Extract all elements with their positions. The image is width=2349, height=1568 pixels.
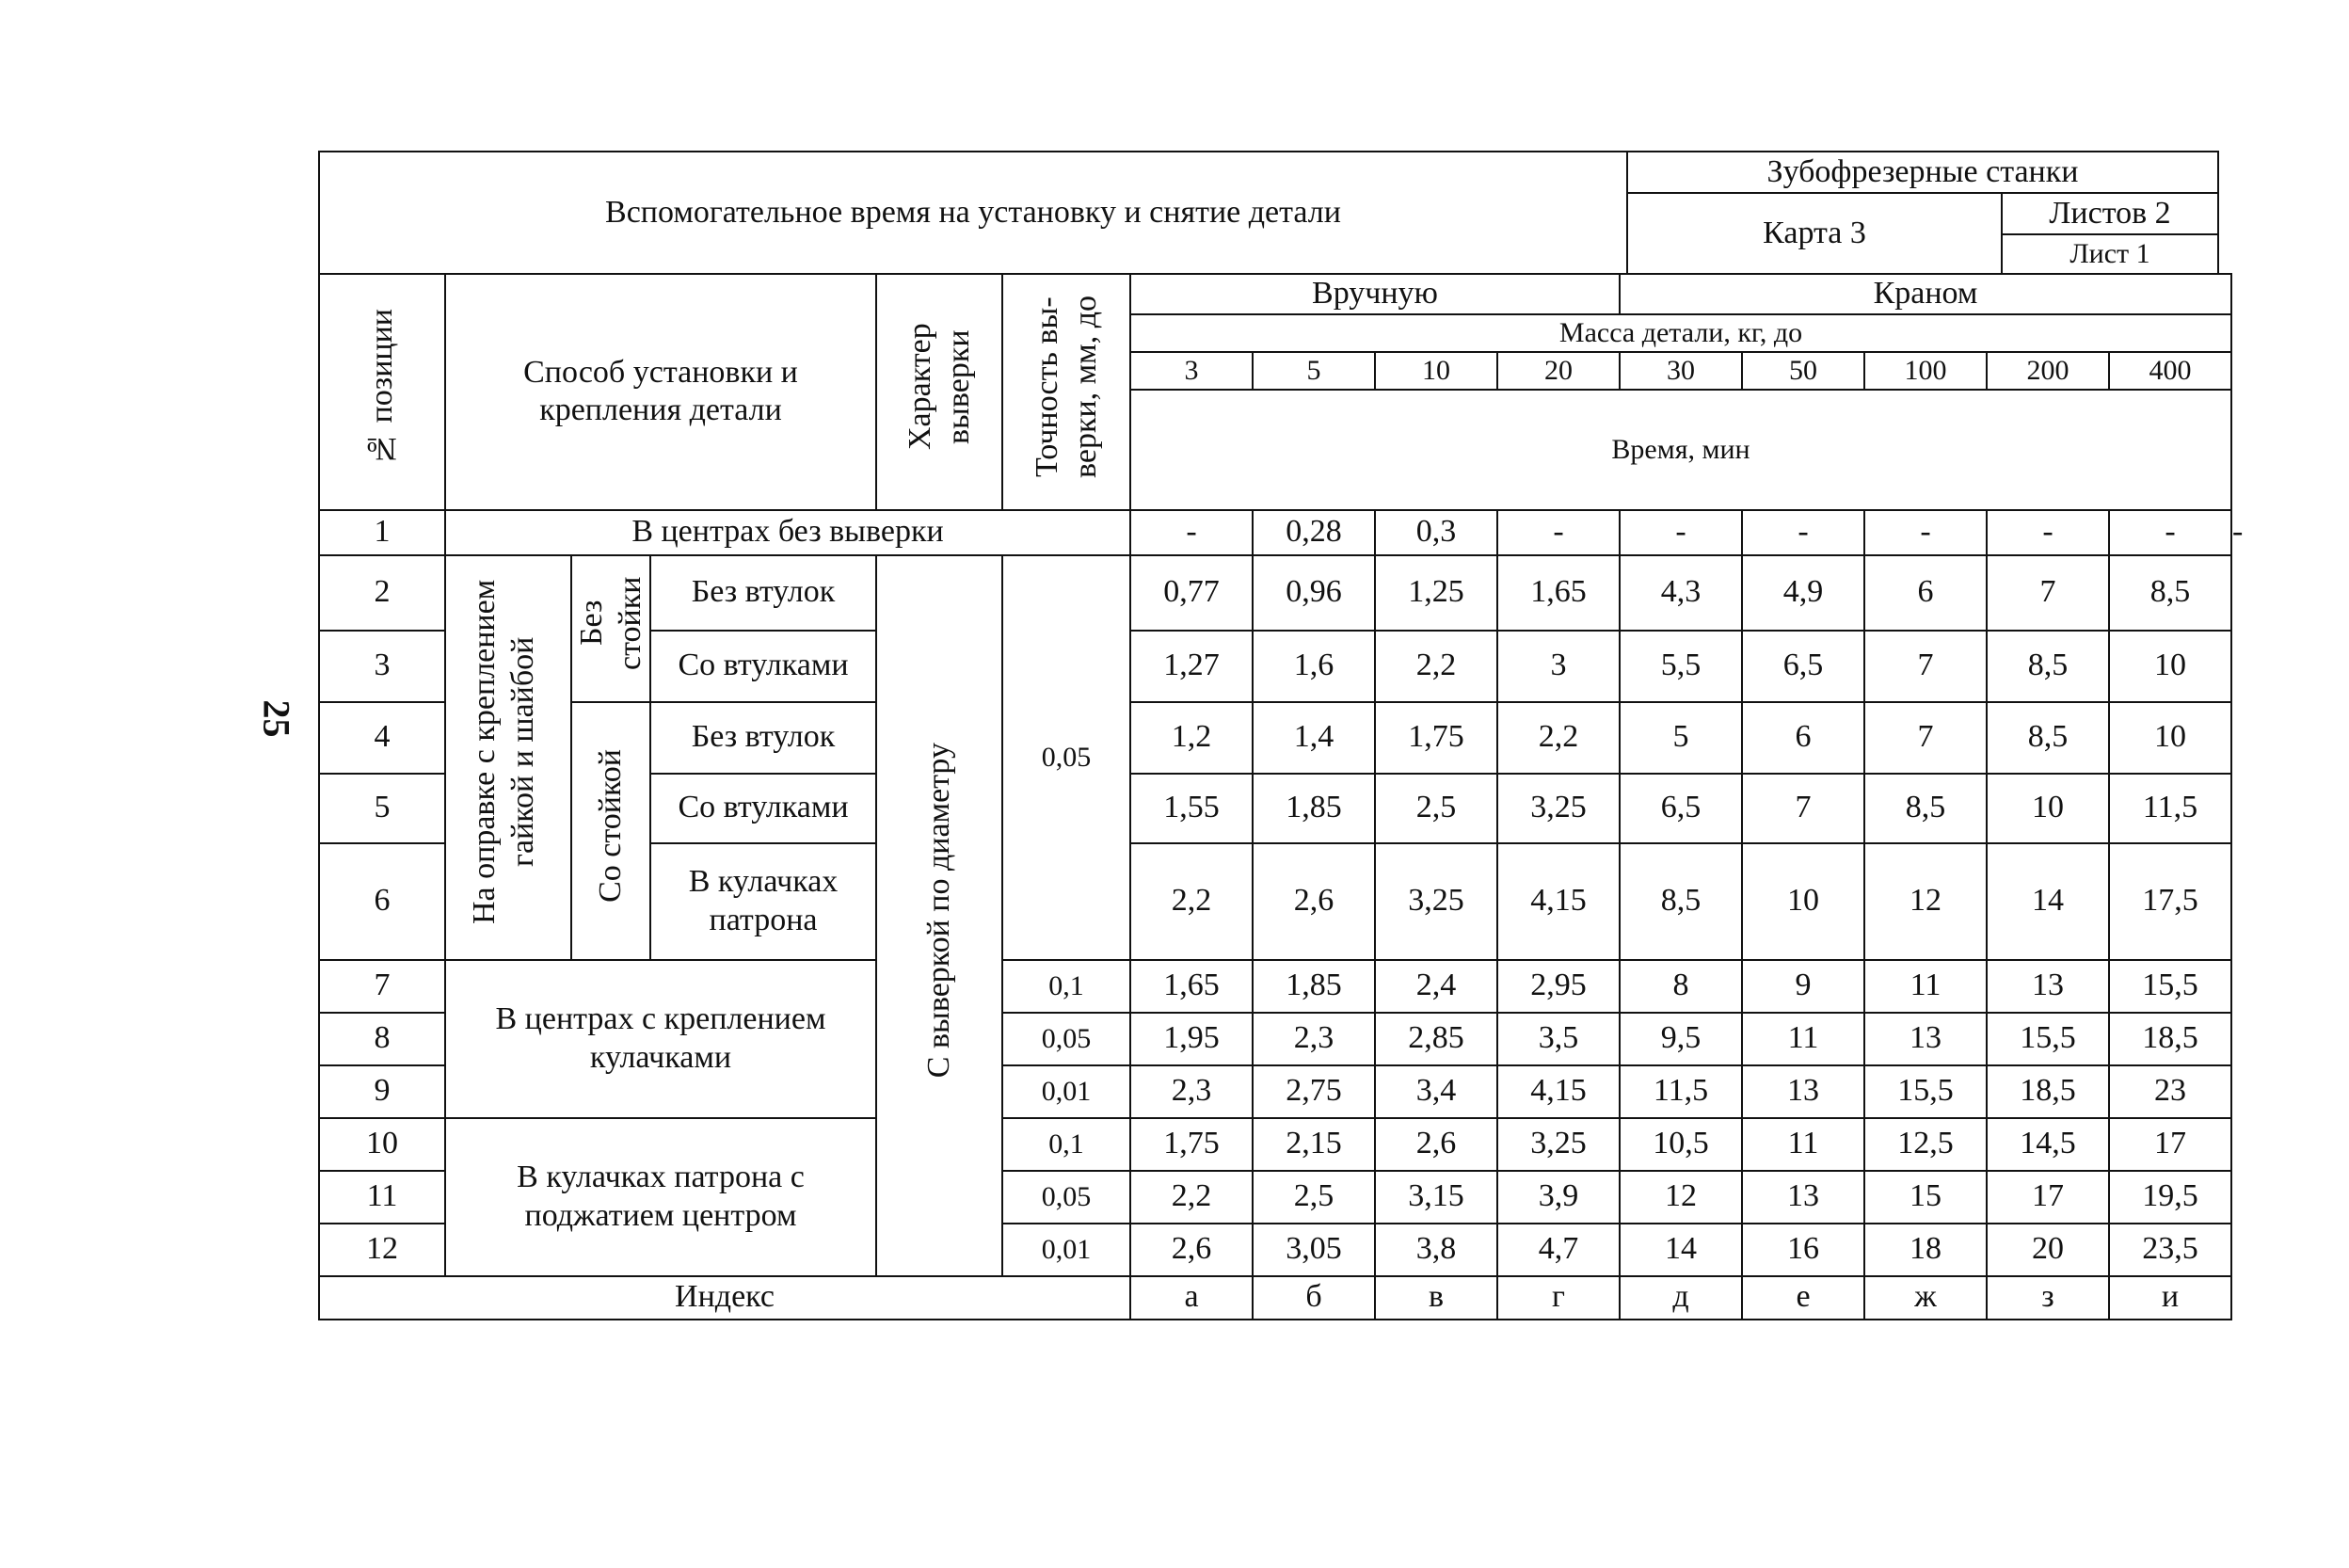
method-cell: Со втулками	[650, 774, 876, 843]
value-cell: 2,75	[1253, 1065, 1375, 1118]
accuracy-cell: 0,1	[1002, 960, 1130, 1013]
value-cell: 11,5	[1620, 1065, 1742, 1118]
value-cell: 16	[1742, 1224, 1864, 1276]
mass-400: 400	[2109, 352, 2231, 390]
value-cell: 2,15	[1253, 1118, 1375, 1171]
index-letter: в	[1375, 1276, 1497, 1320]
page-number: 25	[255, 699, 298, 738]
value-cell: 4,15	[1497, 1065, 1620, 1118]
value-cell: 7	[1742, 774, 1864, 843]
position-cell: 3	[319, 631, 445, 702]
value-cell: -	[1742, 510, 1864, 555]
accuracy-cell: 0,1	[1002, 1118, 1130, 1171]
value-cell: 1,95	[1130, 1013, 1253, 1065]
value-cell: 2,2	[1130, 1171, 1253, 1224]
page-title: Вспомогательное время на установку и снятие детали	[319, 152, 1627, 274]
value-cell: 0,96	[1253, 555, 1375, 631]
header-table	[318, 151, 2219, 275]
position-cell: 12	[319, 1224, 445, 1276]
value-cell: 9,5	[1620, 1013, 1742, 1065]
value-cell: 2,6	[1253, 843, 1375, 960]
sheet-number: Лист 1	[2002, 234, 2218, 274]
value-cell: 2,5	[1253, 1171, 1375, 1224]
index-label: Индекс	[319, 1276, 1130, 1320]
value-cell: 1,65	[1130, 960, 1253, 1013]
value-cell: 15,5	[1864, 1065, 1987, 1118]
value-cell: 0,3	[1375, 510, 1497, 555]
value-cell: 2,85	[1375, 1013, 1497, 1065]
value-cell: 23	[2109, 1065, 2231, 1118]
alignment-type-header: Характер выверки	[903, 323, 976, 451]
value-cell: 3,9	[1497, 1171, 1620, 1224]
with-stand-label: Со стойкой	[592, 748, 628, 903]
value-cell: 15,5	[1987, 1013, 2109, 1065]
value-cell: 4,15	[1497, 843, 1620, 960]
value-cell: 1,4	[1253, 702, 1375, 774]
value-cell: 1,55	[1130, 774, 1253, 843]
value-cell: 11	[1742, 1118, 1864, 1171]
value-cell: 15,5	[2109, 960, 2231, 1013]
method-cell: В центрах без выверки	[445, 510, 1130, 555]
value-cell: 2,3	[1130, 1065, 1253, 1118]
value-cell: 19,5	[2109, 1171, 2231, 1224]
index-letter: а	[1130, 1276, 1253, 1320]
value-cell: 0,28	[1253, 510, 1375, 555]
value-cell: 7	[1987, 555, 2109, 631]
value-cell: 3	[1497, 631, 1620, 702]
value-cell: 1,75	[1375, 702, 1497, 774]
position-cell: 2	[319, 555, 445, 631]
value-cell: 3,4	[1375, 1065, 1497, 1118]
position-cell: 7	[319, 960, 445, 1013]
value-cell: 13	[1742, 1171, 1864, 1224]
time-table	[318, 273, 2244, 1320]
value-cell: 1,85	[1253, 774, 1375, 843]
value-cell: 8,5	[1987, 702, 2109, 774]
accuracy-cell: -	[1130, 510, 1253, 555]
position-cell: 1	[319, 510, 445, 555]
mandrel-group-label: На оправке с креплением гайкой и шайбой	[467, 580, 540, 925]
index-letter: е	[1742, 1276, 1864, 1320]
position-cell: 6	[319, 843, 445, 960]
method-cell: Без втулок	[650, 702, 876, 774]
value-cell: 15	[1864, 1171, 1987, 1224]
value-cell: 8,5	[2109, 555, 2231, 631]
accuracy-cell: 0,01	[1002, 1065, 1130, 1118]
value-cell: 7	[1864, 631, 1987, 702]
value-cell: 3,25	[1497, 774, 1620, 843]
position-cell: 10	[319, 1118, 445, 1171]
value-cell: 2,2	[1375, 631, 1497, 702]
position-header: № позиции	[363, 308, 399, 466]
value-cell: 13	[1742, 1065, 1864, 1118]
value-cell: 18,5	[2109, 1013, 2231, 1065]
value-cell: 2,4	[1375, 960, 1497, 1013]
value-cell: -	[1864, 510, 1987, 555]
method-cell: Со втулками	[650, 631, 876, 702]
table-row	[319, 555, 2231, 631]
value-cell: 13	[1864, 1013, 1987, 1065]
index-letter: г	[1497, 1276, 1620, 1320]
value-cell: 8,5	[1620, 843, 1742, 960]
time-header: Время, мин	[1130, 390, 2231, 510]
value-cell: 3,15	[1375, 1171, 1497, 1224]
position-cell: 11	[319, 1171, 445, 1224]
value-cell: 13	[1987, 960, 2109, 1013]
index-row	[319, 1276, 2231, 1320]
position-cell: 4	[319, 702, 445, 774]
value-cell: 6	[1864, 555, 1987, 631]
value-cell: 2,95	[1497, 960, 1620, 1013]
position-cell: 5	[319, 774, 445, 843]
value-cell: 6,5	[1620, 774, 1742, 843]
value-cell: 7	[1864, 702, 1987, 774]
value-cell: 2,6	[1130, 1224, 1253, 1276]
value-cell: 3,8	[1375, 1224, 1497, 1276]
sheets-total: Листов 2	[2002, 193, 2218, 234]
table-row: 1 В центрах без выверки - 0,28 0,3 - - - - - - -	[319, 510, 2231, 555]
index-letter: б	[1253, 1276, 1375, 1320]
value-cell: 12	[1864, 843, 1987, 960]
value-cell: 3,25	[1497, 1118, 1620, 1171]
value-cell: 8,5	[1864, 774, 1987, 843]
value-cell: 3,05	[1253, 1224, 1375, 1276]
value-cell: 1,25	[1375, 555, 1497, 631]
value-cell: 4,9	[1742, 555, 1864, 631]
accuracy-cell: 0,01	[1002, 1224, 1130, 1276]
chuck-center-label: В кулачках патрона с поджатием центром	[445, 1118, 876, 1276]
index-letter: ж	[1864, 1276, 1987, 1320]
method-cell: Без втулок	[650, 555, 876, 631]
value-cell: 10	[1742, 843, 1864, 960]
by-hand-header: Вручную	[1130, 274, 1620, 314]
value-cell: 2,6	[1375, 1118, 1497, 1171]
value-cell: 2,5	[1375, 774, 1497, 843]
card-number: Карта 3	[1627, 193, 2002, 274]
position-cell: 8	[319, 1013, 445, 1065]
value-cell: 10	[2109, 631, 2231, 702]
value-cell: 8	[1620, 960, 1742, 1013]
value-cell: 14,5	[1987, 1118, 2109, 1171]
accuracy-header: Точность вы-верки, мм, до	[1030, 296, 1103, 478]
value-cell: 5	[1620, 702, 1742, 774]
value-cell: 17	[1987, 1171, 2109, 1224]
by-diameter-label: С выверкой по диаметру	[920, 743, 956, 1079]
accuracy-cell: 0,05	[1002, 1171, 1130, 1224]
value-cell: 6	[1742, 702, 1864, 774]
value-cell: 9	[1742, 960, 1864, 1013]
value-cell: 14	[1620, 1224, 1742, 1276]
value-cell: -	[2109, 510, 2231, 555]
value-cell: 2,2	[1497, 702, 1620, 774]
position-cell: 9	[319, 1065, 445, 1118]
machine-type: Зубофрезерные станки	[1627, 152, 2218, 193]
by-crane-header: Краном	[1620, 274, 2231, 314]
value-cell: 1,27	[1130, 631, 1253, 702]
value-cell: 11,5	[2109, 774, 2231, 843]
no-stand-label: Без стойки	[574, 576, 647, 671]
value-cell: 4,3	[1620, 555, 1742, 631]
accuracy-cell: 0,05	[1002, 555, 1130, 960]
index-letter: д	[1620, 1276, 1742, 1320]
method-header: Способ установки и крепления детали	[445, 274, 876, 510]
mass-100: 100	[1864, 352, 1987, 390]
value-cell: 2,3	[1253, 1013, 1375, 1065]
value-cell: 12	[1620, 1171, 1742, 1224]
value-cell: 1,65	[1497, 555, 1620, 631]
mass-30: 30	[1620, 352, 1742, 390]
index-letter: и	[2109, 1276, 2231, 1320]
value-cell: 2,2	[1130, 843, 1253, 960]
value-cell: 12,5	[1864, 1118, 1987, 1171]
mass-20: 20	[1497, 352, 1620, 390]
value-cell: 1,6	[1253, 631, 1375, 702]
value-cell: 11	[1864, 960, 1987, 1013]
centers-jaws-label: В центрах с креплением кулачками	[445, 960, 876, 1118]
value-cell: 10,5	[1620, 1118, 1742, 1171]
value-cell: 10	[1987, 774, 2109, 843]
mass-header: Масса детали, кг, до	[1130, 314, 2231, 352]
value-cell: 5,5	[1620, 631, 1742, 702]
value-cell: 8,5	[1987, 631, 2109, 702]
value-cell: 14	[1987, 843, 2109, 960]
value-cell: 0,77	[1130, 555, 1253, 631]
value-cell: 11	[1742, 1013, 1864, 1065]
value-cell: 17,5	[2109, 843, 2231, 960]
table-row	[319, 960, 2231, 1013]
mass-200: 200	[1987, 352, 2109, 390]
value-cell: -	[1987, 510, 2109, 555]
value-cell: 1,75	[1130, 1118, 1253, 1171]
value-cell: -	[1620, 510, 1742, 555]
value-cell: -	[1497, 510, 1620, 555]
mass-3: 3	[1130, 352, 1253, 390]
value-cell: 1,85	[1253, 960, 1375, 1013]
index-letter: з	[1987, 1276, 2109, 1320]
value-cell: 18,5	[1987, 1065, 2109, 1118]
mass-5: 5	[1253, 352, 1375, 390]
value-cell: 1,2	[1130, 702, 1253, 774]
value-cell: 20	[1987, 1224, 2109, 1276]
value-cell: 10	[2109, 702, 2231, 774]
value-cell: 3,5	[1497, 1013, 1620, 1065]
mass-10: 10	[1375, 352, 1497, 390]
table-row	[319, 702, 2231, 774]
method-cell: В кулачках патрона	[650, 843, 876, 960]
value-cell: 4,7	[1497, 1224, 1620, 1276]
mass-50: 50	[1742, 352, 1864, 390]
value-cell: 18	[1864, 1224, 1987, 1276]
value-cell: 6,5	[1742, 631, 1864, 702]
table-row	[319, 1118, 2231, 1171]
value-cell: 17	[2109, 1118, 2231, 1171]
accuracy-cell: 0,05	[1002, 1013, 1130, 1065]
value-cell: 3,25	[1375, 843, 1497, 960]
value-cell: 23,5	[2109, 1224, 2231, 1276]
